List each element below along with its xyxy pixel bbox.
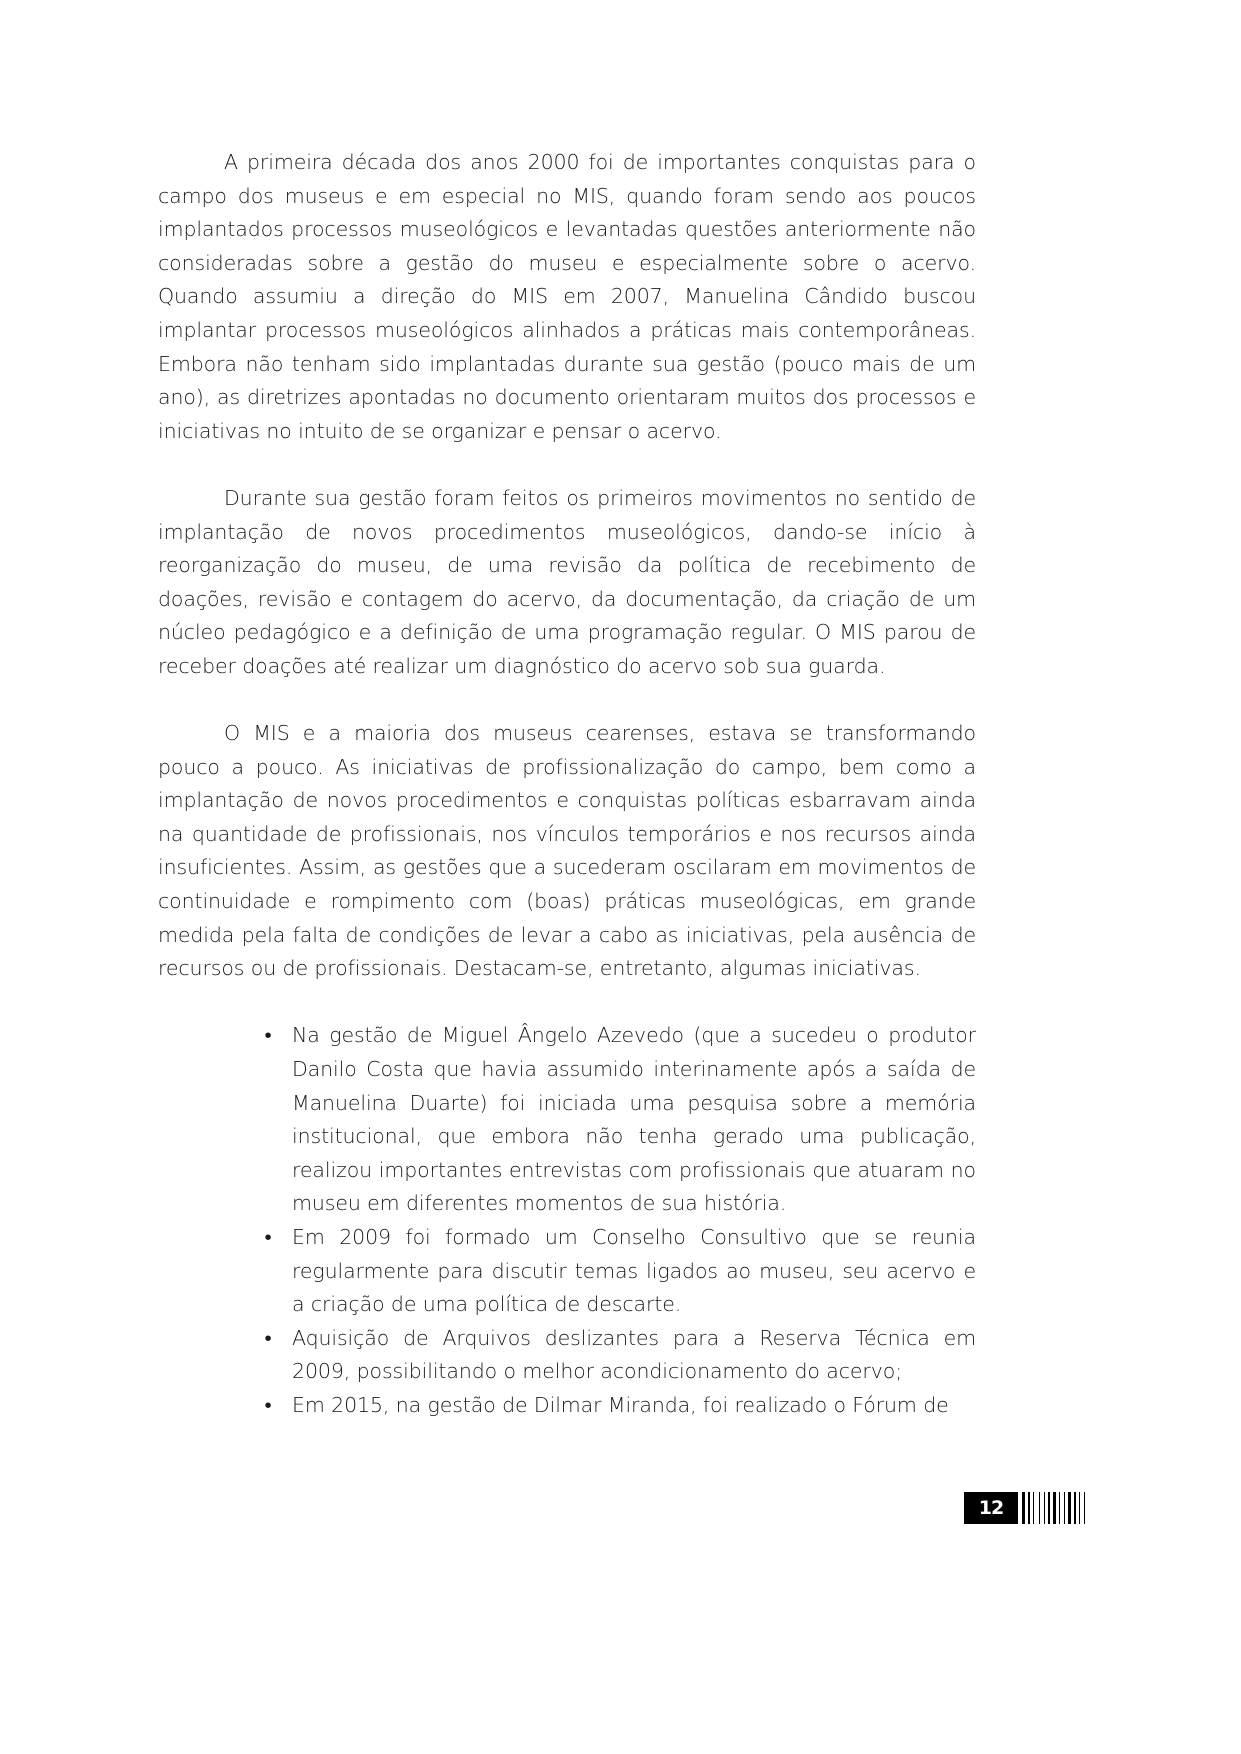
paragraph-2: Durante sua gestão foram feitos os primeiros movimentos no sentido de implantação de novos procedimentos museológicos, dando-se início à reorganização do museu, de uma revisão da política de recebimento de doações, revisão e contagem do acervo, da documentação, da criação de um núcleo pedagógico e a definição de uma programação regular. O MIS parou de receber doações até realizar um diagnóstico do acervo sob sua guarda.: [158, 485, 976, 678]
barcode-stripe: [1079, 1492, 1080, 1524]
body-text: [158, 146, 976, 1423]
list-item: [264, 1221, 976, 1322]
list-item: [264, 1322, 976, 1389]
page-footer: [964, 1492, 1110, 1524]
barcode-stripe: [1022, 1492, 1025, 1524]
bullet-icon: •: [264, 1325, 272, 1350]
list-item-text: Na gestão de Miguel Ângelo Azevedo (que a sucedeu o produtor Danilo Costa que havia assumido interinamente após a saída de Manuelina Duarte) foi iniciada uma pesquisa sobre a memória institucional, que embora não tenha gerado uma publicação, realizou importantes entrevistas com profissionais que atuaram no museu em diferentes momentos de sua história.: [292, 1023, 976, 1216]
barcode-stripe: [1028, 1492, 1030, 1524]
barcode-stripe: [1059, 1492, 1060, 1524]
bullet-list: [158, 1019, 976, 1422]
barcode-decoration-icon: [1022, 1492, 1110, 1524]
list-item: [264, 1389, 976, 1423]
barcode-stripe: [1084, 1492, 1085, 1524]
barcode-stripe: [1064, 1492, 1065, 1524]
list-item-text: Em 2015, na gestão de Dilmar Miranda, foi realizado o Fórum de: [292, 1392, 949, 1417]
barcode-stripe: [1048, 1492, 1050, 1524]
list-item: [264, 1019, 976, 1221]
barcode-stripe: [1033, 1492, 1034, 1524]
barcode-stripe: [1074, 1492, 1076, 1524]
barcode-stripe: [1039, 1492, 1040, 1524]
list-item-text: Aquisição de Arquivos deslizantes para a Reserva Técnica em 2009, possibilitando o melhor acondicionamento do acervo;: [292, 1325, 976, 1384]
barcode-stripe: [1068, 1492, 1071, 1524]
bullet-icon: •: [264, 1392, 272, 1417]
page-number: 12: [964, 1492, 1018, 1524]
bullet-icon: •: [264, 1023, 272, 1048]
paragraph-1: A primeira década dos anos 2000 foi de importantes conquistas para o campo dos museus e em especial no MIS, quando foram sendo aos poucos implantados processos museológicos e levantadas questões anteriormente não consideradas sobre a gestão do museu e especialmente sobre o acervo. Quando assumiu a direção do MIS em 2007, Manuelina Cândido buscou implantar processos museológicos alinhados a práticas mais contemporâneas. Embora não tenham sido implantadas durante sua gestão (pouco mais de um ano), as diretrizes apontadas no documento orientaram muitos dos processos e iniciativas no intuito de se organizar e pensar o acervo.: [158, 150, 976, 443]
barcode-stripe: [1053, 1492, 1056, 1524]
list-item-text: Em 2009 foi formado um Conselho Consultivo que se reunia regularmente para discutir temas ligados ao museu, seu acervo e a criação de uma política de descarte.: [292, 1225, 976, 1317]
bullet-icon: •: [264, 1225, 272, 1249]
barcode-stripe: [1044, 1492, 1045, 1524]
paragraph-3: O MIS e a maioria dos museus cearenses, estava se transformando pouco a pouco. As iniciativas de profissionalização do campo, bem como a implantação de novos procedimentos e conquistas políticas esbarravam ainda na quantidade de profissionais, nos vínculos temporários e nos recursos ainda insuficientes. Assim, as gestões que a sucederam oscilaram em movimentos de continuidade e rompimento com (boas) práticas museológicas, em grande medida pela falta de condições de levar a cabo as iniciativas, pela ausência de recursos ou de profissionais. Destacam-se, entretanto, algumas iniciativas.: [158, 721, 976, 981]
